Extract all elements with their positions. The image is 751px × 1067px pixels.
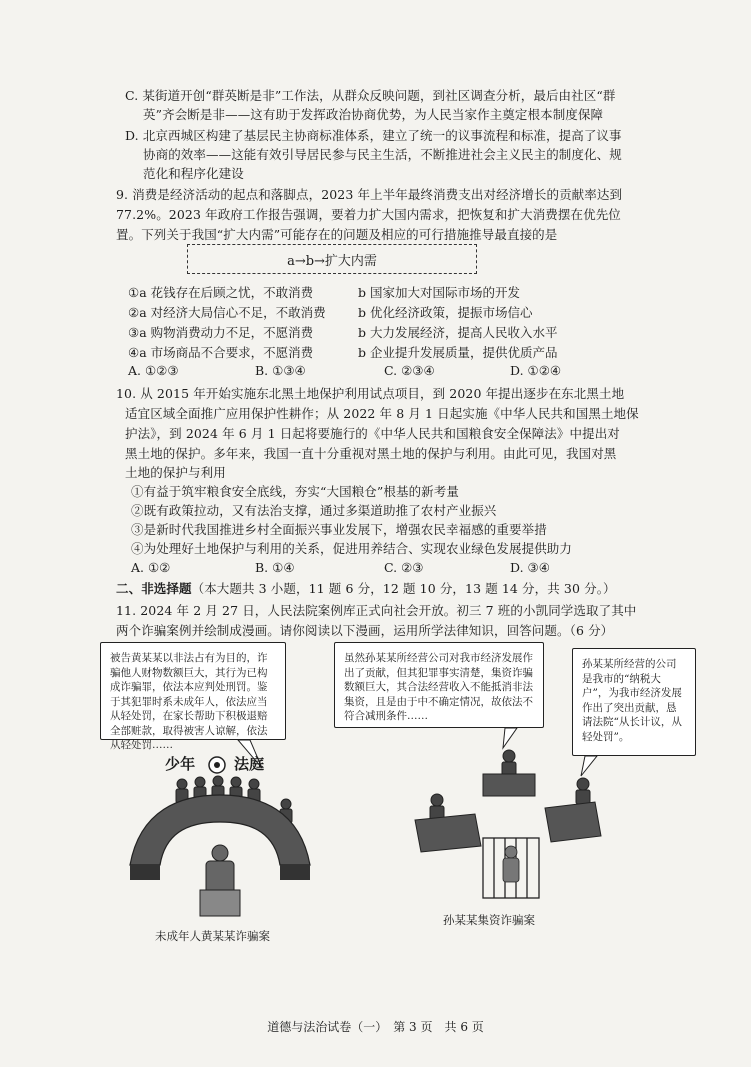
- comic-bubble-judge-fraud: [334, 642, 544, 728]
- option-c-line2: 英”齐会断是非——这有助于发挥政治协商优势，为人民当家作主奠定根本制度保障: [143, 107, 604, 122]
- page-footer: 道德与法治试卷（一） 第 3 页 共 6 页: [267, 1020, 484, 1034]
- q11-stem-line1: 11. 2024 年 2 月 27 日，人民法院案例库正式向社会开放。初三 7 班的小凯同学选取了其中: [116, 603, 637, 618]
- q10-choice-b: B. ①④: [255, 560, 295, 575]
- q9-row-3-a: ③a 购物消费动力不足，不愿消费: [128, 325, 314, 340]
- q9-stem-line2: 77.2%。2023 年政府工作报告强调，要着力扩大国内需求，把恢复和扩大消费摆在优先位: [116, 207, 621, 222]
- comic-bubble-judge-juvenile: [100, 642, 286, 751]
- q10-choice-d: D. ③④: [510, 560, 550, 575]
- q10-choice-c: C. ②③: [384, 560, 424, 575]
- section-2-title: 二、非选择题: [116, 581, 192, 596]
- comic-bubble-judge-juvenile-text: 被告黄某某以非法占有为目的，诈骗他人财物数额巨大，其行为已构成诈骗罪，依法本应判处刑罚。鉴于其犯罪时系未成年人，依法应当从轻处罚，在家长帮助下积极退赔全部赃款，取得被害人谅解，依法从轻处罚……: [110, 652, 268, 751]
- section-2-desc: （本大题共 3 小题，11 题 6 分，12 题 10 分，13 题 14 分，共 30 分。）: [191, 581, 616, 596]
- q10-item-4: ④为处理好土地保护与利用的关系，促进用养结合、实现农业绿色发展提供助力: [131, 541, 573, 556]
- q9-row-4-a: ④a 市场商品不合要求，不愿消费: [128, 345, 314, 360]
- comic-bubble-judge-fraud-text: 虽然孙某某所经营公司对我市经济发展作出了贡献，但其犯罪事实清楚，集资诈骗数额巨大，其合法经营收入不能抵消非法集资，且是由于中不确定情况，故依法不符合减刑条件……: [344, 652, 533, 722]
- q10-stem-line5: 土地的保护与利用: [125, 465, 226, 480]
- q9-row-3-b: b 大力发展经济，提高人民收入水平: [358, 325, 558, 340]
- q10-item-1: ①有益于筑牢粮食安全底线，夯实“大国粮仓”根基的新考量: [131, 484, 459, 499]
- q9-flow-text: a→b→扩大内需: [287, 253, 377, 269]
- juvenile-court-illustration: [120, 740, 320, 925]
- q10-stem-line2: 适宜区域全面推广应用保护性耕作；从 2022 年 8 月 1 日起实施《中华人民共和国黑土地保: [125, 406, 639, 421]
- comic-bubble-lawyer-text: 孙某某所经营的公司是我市的“纳税大户”，为我市经济发展作出了突出贡献，恳请法院“从长计议，从轻处罚”。: [582, 658, 682, 743]
- q9-row-4-b: b 企业提升发展质量，提供优质产品: [358, 345, 558, 360]
- option-d-line1: D. 北京西城区构建了基层民主协商标准体系，建立了统一的议事流程和标准，提高了议事: [125, 128, 622, 143]
- q9-flow-box: [187, 244, 477, 274]
- option-d-line2: 协商的效率——这能有效引导居民参与民主生活，不断推进社会主义民主的制度化、规: [143, 147, 622, 162]
- section-2-heading: [116, 580, 616, 597]
- q10-stem-line4: 黑土地的保护。多年来，我国一直十分重视对黑土地的保护与利用。由此可见，我国对黑: [125, 446, 617, 461]
- q9-stem-line3: 置。下列关于我国“扩大内需”可能存在的问题及相应的可行措施推导最直接的是: [116, 227, 558, 242]
- q9-choice-a: A. ①②③: [128, 363, 179, 378]
- comic-caption-left: 未成年人黄某某诈骗案: [155, 929, 270, 943]
- fraud-court-illustration: [405, 728, 620, 913]
- option-d-line3: 范化和程序化建设: [143, 166, 244, 181]
- q9-row-2-b: b 优化经济政策，提振市场信心: [358, 305, 533, 320]
- comic-caption-right: 孙某某集资诈骗案: [443, 913, 535, 927]
- q10-item-2: ②既有政策拉动，又有法治支撑，通过多渠道助推了农村产业振兴: [131, 503, 497, 518]
- q10-item-3: ③是新时代我国推进乡村全面振兴事业发展下，增强农民幸福感的重要举措: [131, 522, 547, 537]
- q9-choice-c: C. ②③④: [384, 363, 435, 378]
- q9-row-1-b: b 国家加大对国际市场的开发: [358, 285, 520, 300]
- q10-stem-line3: 护法》，到 2024 年 6 月 1 日起将要施行的《中华人民共和国粮食安全保障法》中提出对: [125, 426, 620, 441]
- court-label-left: 少年: [165, 755, 196, 773]
- q9-choice-d: D. ①②④: [510, 363, 562, 378]
- q10-choice-a: A. ①②: [131, 560, 171, 575]
- q9-row-1-a: ①a 花钱存在后顾之忧，不敢消费: [128, 285, 314, 300]
- q10-stem-line1: 10. 从 2015 年开始实施东北黑土地保护利用试点项目，到 2020 年提出逐步在东北黑土地: [116, 386, 625, 401]
- q9-stem-line1: 9. 消费是经济活动的起点和落脚点，2023 年上半年最终消费支出对经济增长的贡献率达到: [116, 187, 623, 202]
- option-c-line1: C. 某街道开创“群英断是非”工作法，从群众反映问题，到社区调查分析，最后由社区“群: [125, 88, 616, 103]
- court-label-right: 法庭: [234, 755, 265, 773]
- q11-stem-line2: 两个诈骗案例并绘制成漫画。请你阅读以下漫画，运用所学法律知识，回答问题。（6 分）: [116, 623, 614, 638]
- q9-row-2-a: ②a 对经济大局信心不足，不敢消费: [128, 305, 326, 320]
- q9-choice-b: B. ①③④: [255, 363, 306, 378]
